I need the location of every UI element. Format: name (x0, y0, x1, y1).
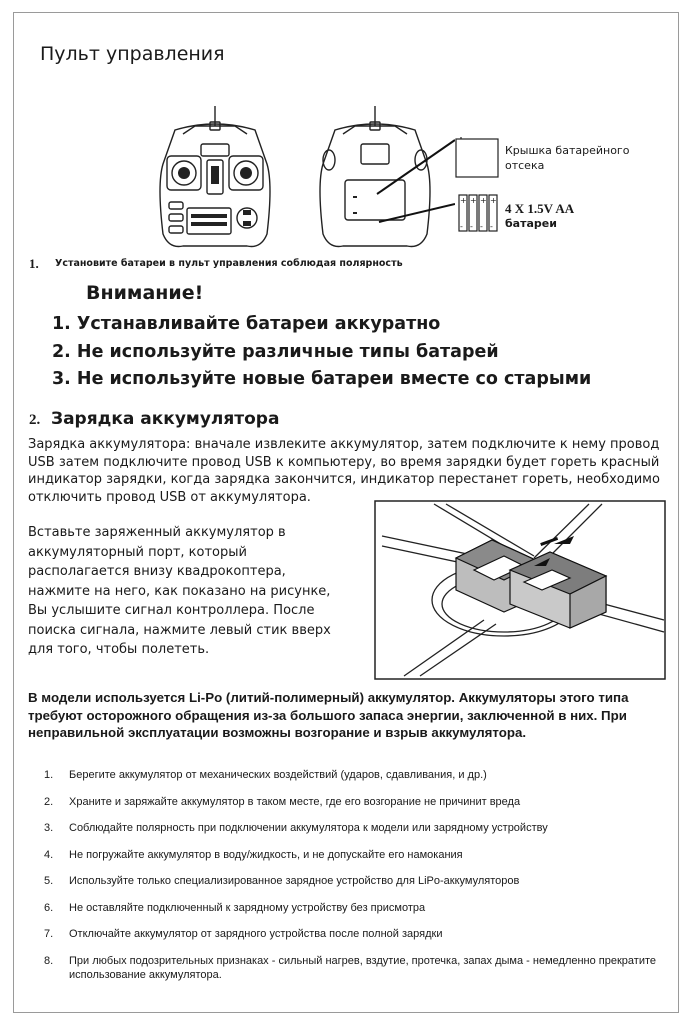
page-title: Пульт управления (40, 43, 225, 65)
rule-item (44, 848, 664, 862)
rule-text: Отключайте аккумулятор от зарядного устройства после полной зарядки (69, 928, 443, 940)
rule-item (44, 927, 664, 941)
rule-number: 1. (44, 769, 54, 781)
rule-text: Не оставляйте подключенный к зарядному устройству без присмотра (69, 901, 426, 914)
charging-paragraph: Зарядка аккумулятора: вначале извлеките аккумулятор, затем подключите к нему провод USB затем подключите провод USB к компьютеру, во время зарядки будет гореть красный индикатор зарядки, когда зарядка закончится, индикатор перестанет гореть, необходимо отключить провод USB от аккумулятора. (28, 437, 660, 505)
insert-battery-paragraph: Вставьте заряженный аккумулятор в аккумуляторный порт, который располагается внизу квадрокоптера, нажмите на него, как показано на рисунке, Вы услышите сигнал контроллера. После поиска сигнала, нажмите левый стик вверх для того, чтобы полететь. (28, 525, 331, 657)
svg-text:+: + (490, 196, 497, 205)
battery-spec-label: 4 X 1.5V AA (505, 201, 575, 216)
step-1-text: Установите батареи в пульт управления соблюдая полярность (55, 258, 403, 269)
warning-item: 2. Не используйте различные типы батарей (52, 342, 499, 362)
rule-number: 6. (44, 901, 54, 914)
svg-text:+: + (460, 196, 467, 205)
rule-text: Соблюдайте полярность при подключении аккумулятора к модели или зарядному устройству (69, 822, 548, 834)
battery-cover-and-cells-illustration (455, 137, 505, 237)
svg-text:-: - (470, 222, 473, 231)
rule-item (44, 954, 664, 982)
svg-text:-: - (490, 222, 493, 231)
rule-text: При любых подозрительных признаках - сильный нагрев, вздутие, протечка, запах дыма - немедленно прекратите использование аккумулятора. (69, 954, 657, 981)
step-2-number: 2. (29, 412, 41, 428)
rule-text: Берегите аккумулятор от механических воздействий (ударов, сдавливания, и др.) (69, 769, 487, 781)
svg-text:+: + (470, 196, 477, 205)
rule-item (44, 901, 664, 915)
remote-back-illustration (315, 104, 455, 254)
battery-insertion-diagram (374, 500, 666, 680)
rule-item (44, 874, 664, 888)
warning-item: 1. Устанавливайте батареи аккуратно (52, 314, 441, 334)
rule-number: 5. (44, 875, 54, 887)
rule-text: Храните и заряжайте аккумулятор в таком месте, где его возгорание не причинит вреда (69, 795, 521, 808)
remote-front-illustration (155, 104, 275, 254)
rule-item (44, 821, 664, 835)
svg-text:-: - (460, 222, 463, 231)
rule-item (44, 795, 664, 809)
rule-item (44, 768, 664, 782)
warning-title: Внимание! (86, 282, 204, 304)
rule-number: 4. (44, 848, 54, 861)
rule-number: 8. (44, 954, 54, 967)
battery-safety-rules (44, 768, 664, 994)
rule-number: 3. (44, 822, 54, 834)
step-2-title: Зарядка аккумулятора (51, 409, 280, 429)
svg-text:+: + (480, 196, 487, 205)
rule-text: Не погружайте аккумулятор в воду/жидкость, и не допускайте его намокания (69, 848, 463, 861)
rule-number: 2. (44, 795, 54, 808)
battery-cover-label: Крышка батарейного отсека (505, 144, 630, 172)
svg-text:-: - (480, 222, 483, 231)
lipo-warning: В модели используется Li-Po (литий-полимерный) аккумулятор. Аккумуляторы этого типа требуют осторожного обращения из-за большого запаса энергии, заключенной в них. При неправильной эксплуатации возможны возгорание и взрыв аккумулятора. (28, 690, 629, 740)
step-1-number: 1. (29, 256, 39, 271)
rule-text: Используйте только специализированное зарядное устройство для LiPo-аккумуляторов (69, 875, 520, 887)
warning-item: 3. Не используйте новые батареи вместе со старыми (52, 369, 592, 389)
battery-label: батареи (505, 217, 557, 230)
rule-number: 7. (44, 928, 54, 940)
